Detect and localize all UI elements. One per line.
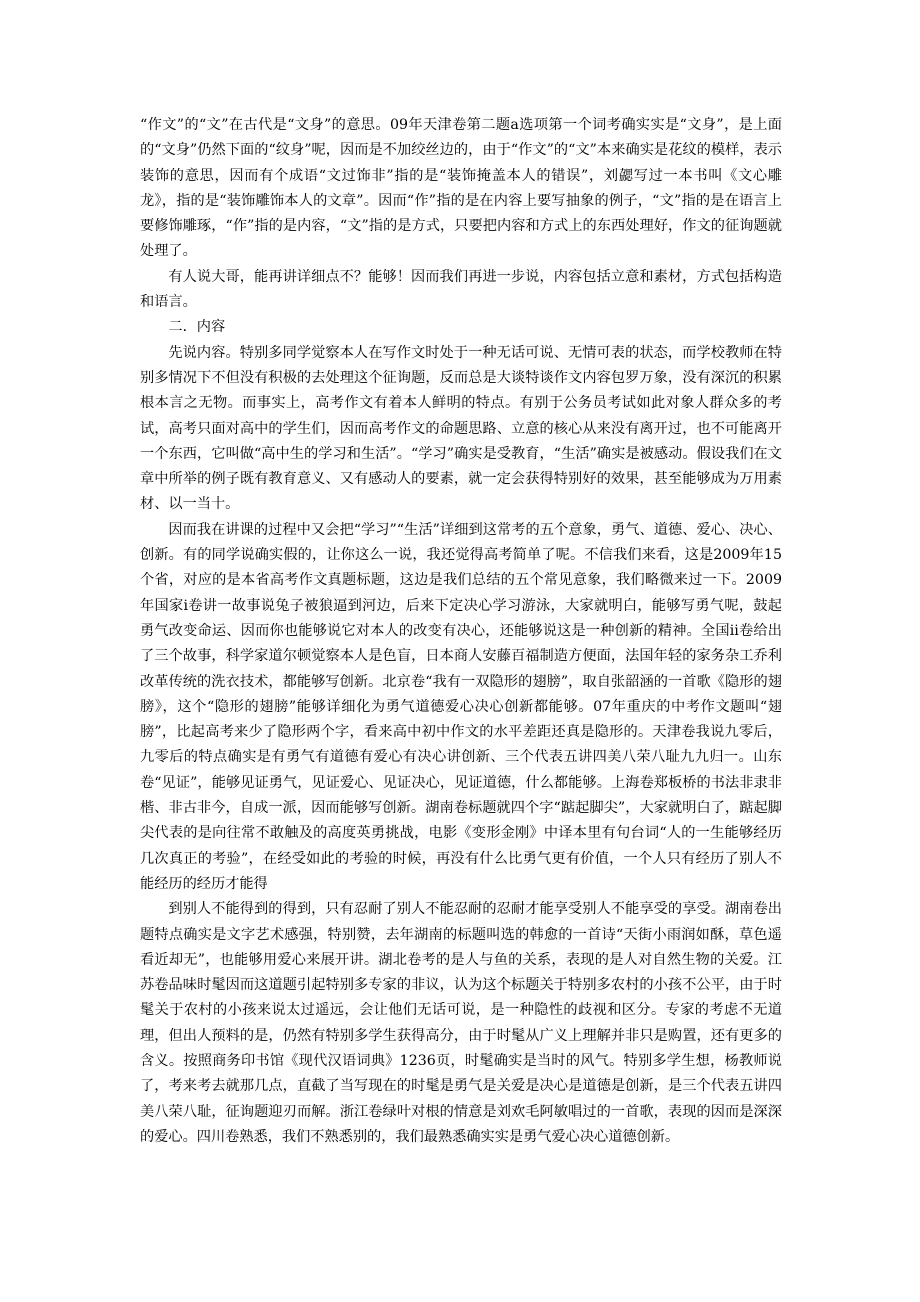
paragraph-content-explanation: 先说内容。特别多同学觉察本人在写作文时处于一种无话可说、无情可表的状态，而学校教师在特别多情况下不但没有积极的去处理这个征询题，反而总是大谈特谈作文内容包罗万象，没有深沉的积累根本言之无物。而事实上，高考作文有着本人鲜明的特点。有别于公务员考试如此对象人群众多的考试，高考只面对高中的学生们，因而高考作文的命题思路、立意的核心从来没有离开过，也不可能离开一个东西，它叫做“高中生的学习和生活”。“学习”确实是受教育，“生活”确实是被感动。假设我们在文章中所举的例子既有教育意义、又有感动人的要素，就一定会获得特别好的效果，甚至能够成为万用素材、以一当十。 — [140, 344, 782, 513]
section-heading-content: 二．内容 — [168, 319, 226, 336]
paragraph-five-images: 因而我在讲课的过程中又会把“学习”“生活”详细到这常考的五个意象，勇气、道德、爱心、决心、创新。有的同学说确实假的，让你这么一说，我还觉得高考简单了呢。不信我们来看，这是2009年15个省，对应的是本省高考作文真题标题，这边是我们总结的五个常见意象，我们略微来过一下。2009年国家i卷讲一故事说兔子被狼逼到河边，后来下定决心学习游泳，大家就明白，能够写勇气呢，鼓起勇气改变命运、因而你也能够说它对本人的改变有决心，还能够说这是一种创新的精神。全国ii卷给出了三个故事，科学家道尔顿觉察本人是色盲，日本商人安藤百福制造方便面，法国年轻的家务杂工乔利改革传统的洗衣技术，都能够写创新。北京卷“我有一双隐形的翅膀”，取自张韶涵的一首歌《隐形的翅膀》，这个“隐形的翅膀”能够详细化为勇气道德爱心决心创新都能够。07年重庆的中考作文题叫“翅膀”，比起高考来少了隐形两个字，看来高中初中作文的水平差距还真是隐形的。天津卷我说九零后，九零后的特点确实是有勇气有道德有爱心有决心讲创新、三个代表五讲四美八荣八耻九九归一。山东卷“见证”，能够见证勇气，见证爱心、见证决心，见证道德，什么都能够。上海卷郑板桥的书法非隶非楷、非古非今，自成一派，因而能够写创新。湖南卷标题就四个字“踮起脚尖”，大家就明白了，踮起脚尖代表的是向往常不敢触及的高度英勇挑战，电影《变形金刚》中译本里有句台词“人的一生能够经历几次真正的考验”，在经受如此的考验的时候，再没有什么比勇气更有价值，一个人只有经历了别人不能经历的经历才能得 — [140, 521, 782, 892]
paragraph-content-form: 有人说大哥，能再讲详细点不？能够！因而我们再进一步说，内容包括立意和素材，方式包括构造和语言。 — [140, 268, 782, 311]
paragraph-provincial-examples: 到别人不能得到的得到，只有忍耐了别人不能忍耐的忍耐才能享受别人不能享受的享受。湖南卷出题特点确实是文字艺术感强，特别赞，去年湖南的标题叫选的韩愈的一首诗“天街小雨润如酥，草色遥看近却无”，也能够用爱心来展开讲。湖北卷考的是人与鱼的关系，表现的是人对自然生物的关爱。江苏卷品味时髦因而这道题引起特别多专家的非议，认为这个标题关于特别多农村的小孩不公平，由于时髦关于农村的小孩来说太过遥远，会让他们无话可说，是一种隐性的歧视和区分。专家的考虑不无道理，但出人预料的是，仍然有特别多学生获得高分，由于时髦从广义上理解并非只是购置，还有更多的含义。按照商务印书馆《现代汉语词典》1236页，时髦确实是当时的风气。特别多学生想，杨教师说了，考来考去就那几点，直截了当写现在的时髦是勇气是关爱是决心是道德是创新，是三个代表五讲四美八荣八耻，征询题迎刃而解。浙江卷绿叶对根的情意是刘欢毛阿敏唱过的一首歌，表现的因而是深深的爱心。四川卷熟悉，我们不熟悉别的，我们最熟悉确实实是勇气爱心决心道德创新。 — [140, 901, 782, 1145]
document-page — [140, 113, 782, 1150]
paragraph-intro-wenshen: “作文”的“文”在古代是“文身”的意思。09年天津卷第二题a选项第一个词考确实实是“文身”，是上面的“文身”仍然下面的“纹身”呢，因而是不加绞丝边的，由于“作文”的“文”本来确实是花纹的模样，表示装饰的意思，因而有个成语“文过饰非”指的是“装饰掩盖本人的错误”，刘勰写过一本书叫《文心雕龙》，指的是“装饰雕饰本人的文章”。因而“作”指的是在内容上要写抽象的例子，“文”指的是在语言上要修饰雕琢，“作”指的是内容，“文”指的是方式，只要把内容和方式上的东西处理好，作文的征询题就处理了。 — [140, 117, 782, 260]
